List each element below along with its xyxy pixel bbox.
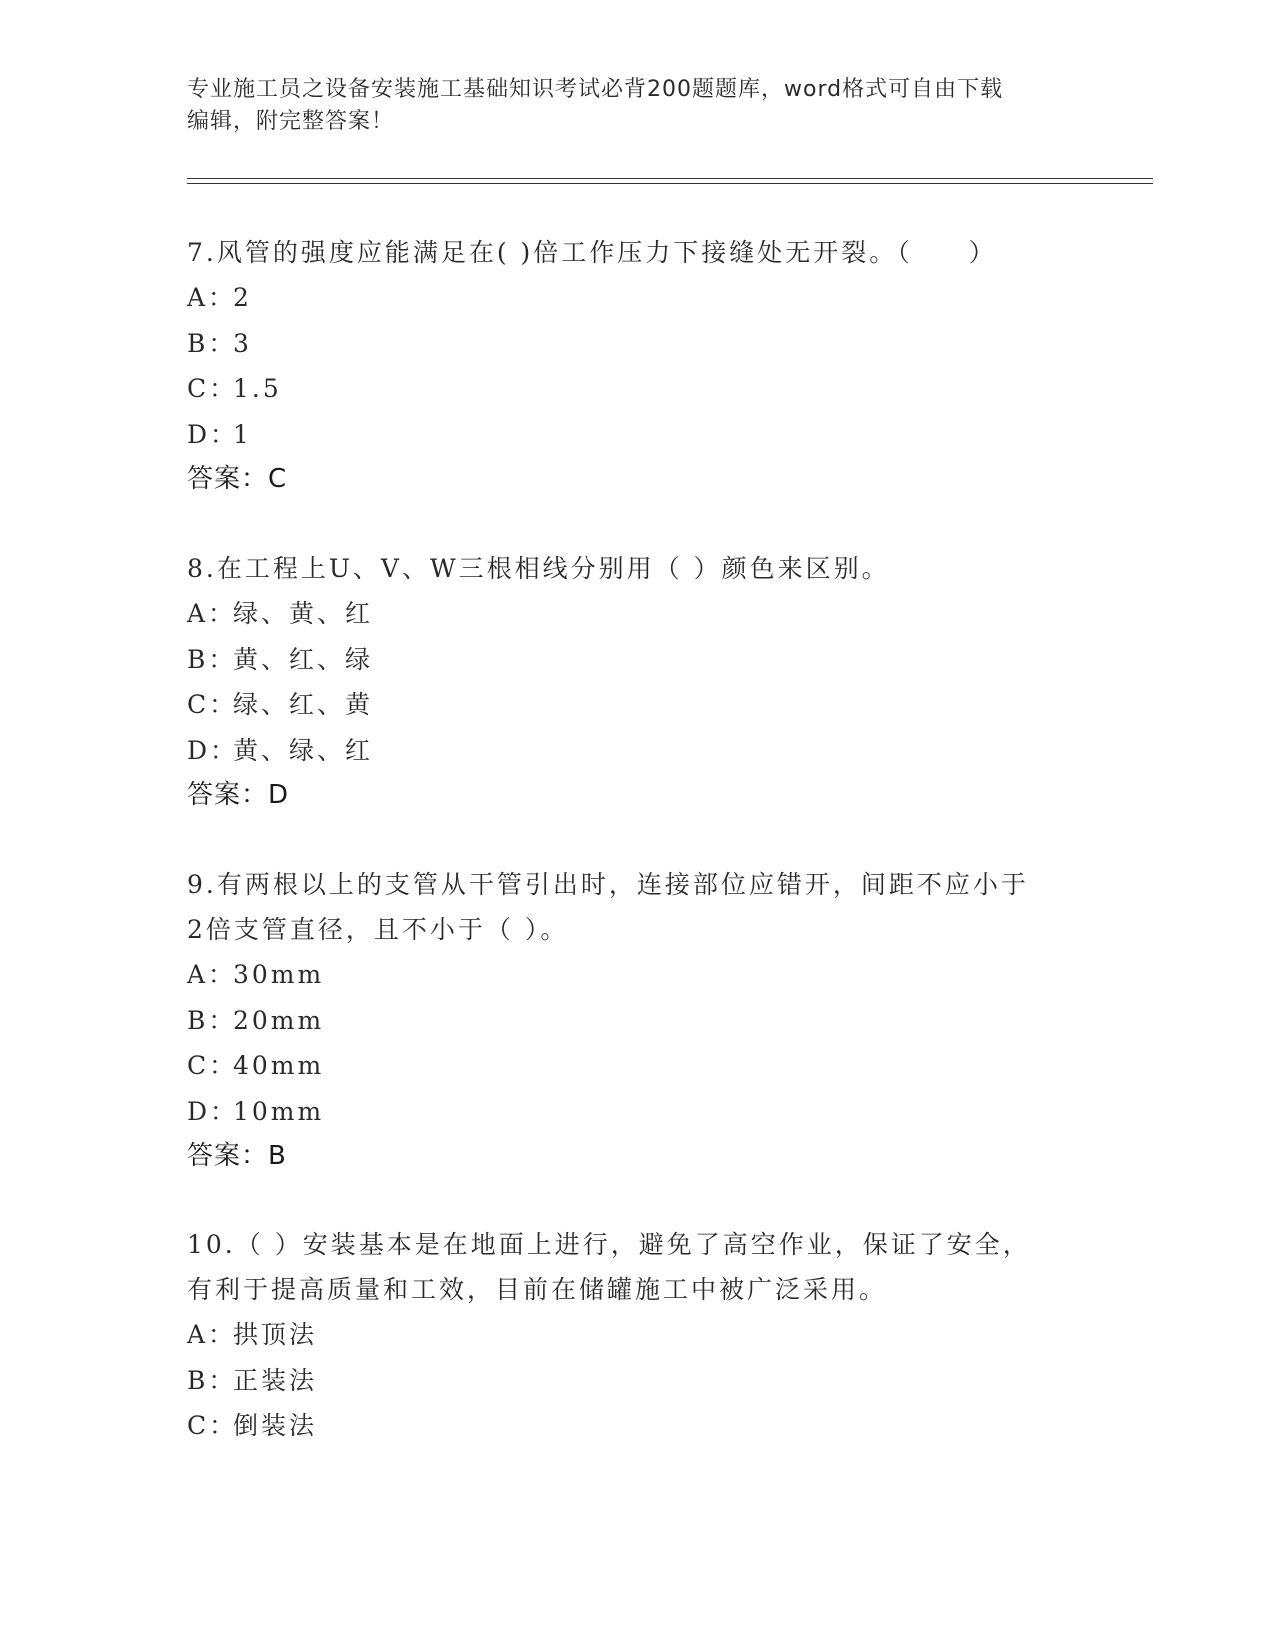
option-text: 10mm <box>233 1096 325 1126</box>
option-text: 绿、红、黄 <box>233 690 374 719</box>
header-line-2: 编辑，附完整答案！ <box>187 109 395 134</box>
question-stem-line-2: 有利于提高质量和工效，目前在储罐施工中被广泛采用。 <box>187 1275 888 1304</box>
question-8 <box>187 546 1087 818</box>
answer-label: 答案： <box>187 780 269 810</box>
answer-value: D <box>268 780 290 810</box>
option-text: 绿、黄、红 <box>233 599 374 628</box>
option-text: 30mm <box>233 960 325 989</box>
answer-line <box>187 1134 1087 1179</box>
header-line-1: 专业施工员之设备安装施工基础知识考试必背200题题库，word格式可自由下载 <box>187 77 1004 102</box>
question-stem: 7.风管的强度应能满足在( )倍工作压力下接缝处无开裂。（ ） <box>187 238 997 267</box>
option-b <box>187 637 1087 683</box>
answer-value: B <box>268 1141 287 1171</box>
header-divider-bottom <box>187 183 1153 184</box>
option-a <box>187 591 1087 637</box>
option-letter: D： <box>187 1096 239 1126</box>
option-text: 黄、绿、红 <box>233 735 374 765</box>
option-text: 正装法 <box>233 1365 318 1395</box>
option-letter: C： <box>187 1411 238 1440</box>
option-letter: B： <box>187 1365 237 1395</box>
option-b <box>187 1358 1087 1404</box>
option-letter: A： <box>187 960 237 989</box>
option-a <box>187 275 1087 321</box>
question-stem-line-1: 9.有两根以上的支管从干管引出时，连接部位应错开，间距不应小于 <box>187 870 1029 899</box>
header-divider-top <box>187 178 1153 179</box>
question-7 <box>187 230 1087 502</box>
option-letter: A： <box>187 283 237 312</box>
option-text: 3 <box>233 328 252 358</box>
option-c <box>187 682 1087 728</box>
option-letter: D： <box>187 419 239 449</box>
option-text: 倒装法 <box>233 1411 318 1440</box>
answer-line <box>187 457 1087 502</box>
option-text: 20mm <box>233 1005 325 1035</box>
option-letter: B： <box>187 644 237 674</box>
option-letter: C： <box>187 1051 238 1080</box>
answer-value: C <box>268 464 288 494</box>
question-9 <box>187 862 1087 1179</box>
option-text: 1 <box>233 419 252 449</box>
option-text: 拱顶法 <box>233 1320 318 1349</box>
option-letter: D： <box>187 735 239 765</box>
option-c <box>187 1403 1087 1449</box>
option-text: 黄、红、绿 <box>233 644 374 674</box>
option-letter: B： <box>187 328 237 358</box>
option-letter: C： <box>187 374 238 403</box>
answer-line <box>187 773 1087 818</box>
question-10 <box>187 1222 1087 1449</box>
answer-label: 答案： <box>187 464 269 494</box>
option-a <box>187 1312 1087 1358</box>
option-d <box>187 1089 1087 1135</box>
question-stem: 8.在工程上U、V、W三根相线分别用（ ）颜色来区别。 <box>187 554 890 583</box>
option-text: 2 <box>233 283 252 312</box>
answer-label: 答案： <box>187 1141 269 1171</box>
option-d <box>187 728 1087 774</box>
option-letter: A： <box>187 599 237 628</box>
document-header <box>187 74 1087 138</box>
question-stem-line-2: 2倍支管直径，且不小于（ ）。 <box>187 915 569 944</box>
option-c <box>187 366 1087 412</box>
option-b <box>187 998 1087 1044</box>
option-letter: B： <box>187 1005 237 1035</box>
option-letter: A： <box>187 1320 237 1349</box>
question-stem-line-1: 10.（ ）安装基本是在地面上进行，避免了高空作业，保证了安全， <box>187 1230 1031 1259</box>
option-text: 1.5 <box>233 374 282 403</box>
option-b <box>187 321 1087 367</box>
option-letter: C： <box>187 690 238 719</box>
option-text: 40mm <box>233 1051 325 1080</box>
option-d <box>187 412 1087 458</box>
option-a <box>187 952 1087 998</box>
option-c <box>187 1043 1087 1089</box>
